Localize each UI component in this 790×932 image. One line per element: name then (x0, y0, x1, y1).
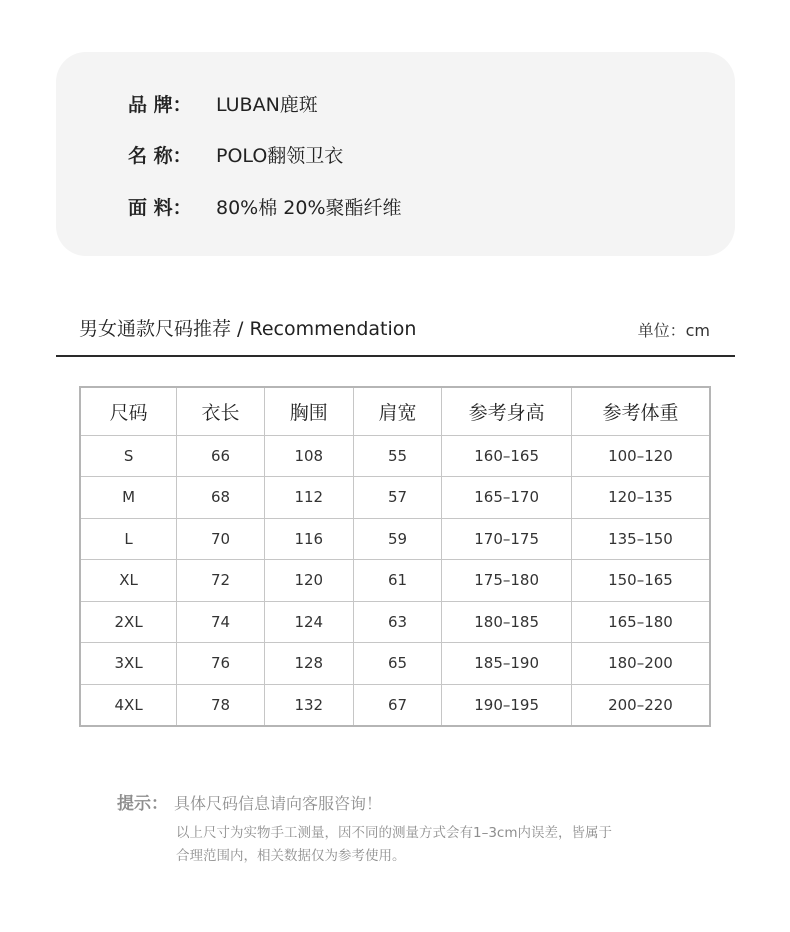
table-cell: L (80, 518, 177, 560)
table-cell: 135–150 (571, 518, 710, 560)
table-row (80, 643, 710, 685)
table-row (80, 601, 710, 643)
table-row (80, 518, 710, 560)
header-length: 衣长 (177, 387, 265, 435)
table-cell: 76 (177, 643, 265, 685)
table-cell: 66 (177, 435, 265, 477)
table-cell: 70 (177, 518, 265, 560)
fabric-row (128, 191, 402, 221)
name-label: 名 称： (128, 144, 192, 167)
table-cell: 180–200 (571, 643, 710, 685)
table-cell: 74 (177, 601, 265, 643)
table-cell: 180–185 (442, 601, 572, 643)
tip-line (117, 789, 382, 814)
header-weight: 参考体重 (571, 387, 710, 435)
table-cell: 112 (264, 477, 353, 519)
tip-label: 提示： (117, 794, 168, 814)
table-cell: 2XL (80, 601, 177, 643)
table-cell: 116 (264, 518, 353, 560)
table-cell: 120 (264, 560, 353, 602)
table-cell: 175–180 (442, 560, 572, 602)
table-cell: 185–190 (442, 643, 572, 685)
table-cell: 57 (353, 477, 442, 519)
table-cell: 120–135 (571, 477, 710, 519)
table-cell: 61 (353, 560, 442, 602)
table-cell: 132 (264, 684, 353, 726)
header-height: 参考身高 (442, 387, 572, 435)
table-cell: 160–165 (442, 435, 572, 477)
table-cell: 4XL (80, 684, 177, 726)
table-cell: S (80, 435, 177, 477)
table-row (80, 435, 710, 477)
table-cell: 59 (353, 518, 442, 560)
table-cell: 128 (264, 643, 353, 685)
table-row (80, 560, 710, 602)
brand-row (128, 88, 318, 118)
table-cell: 63 (353, 601, 442, 643)
table-cell: 165–170 (442, 477, 572, 519)
note-line-2: 合理范围内，相关数据仅为参考使用。 (176, 848, 406, 864)
table-row (80, 477, 710, 519)
table-header-row (80, 387, 710, 435)
table-cell: 100–120 (571, 435, 710, 477)
table-cell: 124 (264, 601, 353, 643)
table-cell: 150–165 (571, 560, 710, 602)
fabric-value: 80%棉 20%聚酯纤维 (216, 196, 402, 219)
table-cell: 78 (177, 684, 265, 726)
fabric-label: 面 料： (128, 196, 192, 219)
table-cell: 3XL (80, 643, 177, 685)
table-cell: 200–220 (571, 684, 710, 726)
size-section-title: 男女通款尺码推荐 / Recommendation (79, 318, 417, 340)
name-value: POLO翻领卫衣 (216, 144, 344, 167)
measurement-note (176, 822, 676, 868)
table-cell: 55 (353, 435, 442, 477)
tip-text: 具体尺码信息请向客服咨询！ (174, 794, 383, 813)
table-cell: 67 (353, 684, 442, 726)
unit-label: 单位：cm (637, 321, 710, 340)
brand-label: 品 牌： (128, 93, 192, 116)
section-divider (56, 355, 735, 357)
table-cell: M (80, 477, 177, 519)
table-row (80, 684, 710, 726)
table-cell: 72 (177, 560, 265, 602)
note-line-1: 以上尺寸为实物手工测量，因不同的测量方式会有1–3cm内误差，皆属于 (176, 825, 613, 841)
header-shoulder: 肩宽 (353, 387, 442, 435)
product-info-card (56, 52, 735, 256)
table-cell: 68 (177, 477, 265, 519)
table-cell: 108 (264, 435, 353, 477)
header-chest: 胸围 (264, 387, 353, 435)
brand-value: LUBAN鹿斑 (216, 93, 318, 116)
header-size: 尺码 (80, 387, 177, 435)
table-cell: XL (80, 560, 177, 602)
size-table (79, 386, 711, 727)
name-row (128, 139, 343, 169)
table-cell: 170–175 (442, 518, 572, 560)
table-cell: 65 (353, 643, 442, 685)
table-cell: 190–195 (442, 684, 572, 726)
table-cell: 165–180 (571, 601, 710, 643)
